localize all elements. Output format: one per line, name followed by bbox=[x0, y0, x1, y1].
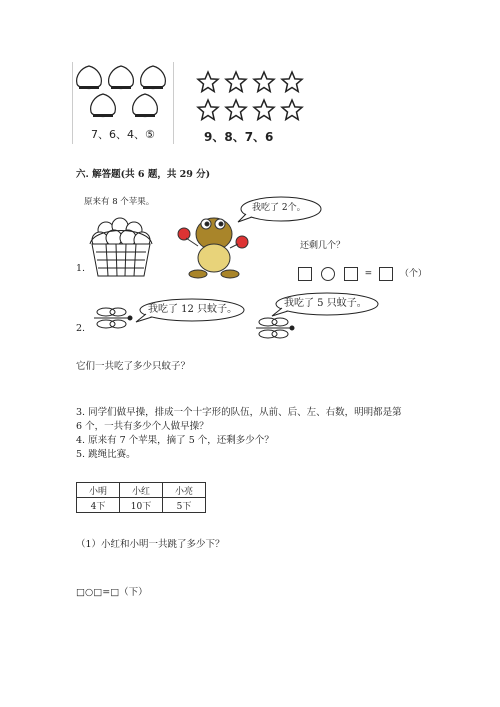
star-icon bbox=[254, 72, 274, 92]
answer-box[interactable] bbox=[344, 267, 358, 281]
q3-line1: 3. 同学们做早操，排成一个十字形的队伍，从前、后、左、右数，明明都是第 bbox=[76, 407, 402, 418]
q4-text: 4. 原来有 7 个苹果，摘了 5 个，还剩多少个？ bbox=[76, 435, 274, 446]
q1-answer-formula bbox=[298, 266, 427, 281]
dragonfly-right-icon bbox=[252, 314, 296, 344]
star-figure bbox=[196, 70, 312, 146]
star-icon bbox=[198, 72, 218, 92]
table-cell: 5下 bbox=[163, 498, 206, 513]
equals-sign: = bbox=[364, 269, 373, 279]
table-cell: 4下 bbox=[77, 498, 120, 513]
star-icons bbox=[196, 70, 312, 126]
star-icon bbox=[282, 100, 302, 120]
peach-icons bbox=[73, 62, 173, 122]
table-header: 小红 bbox=[120, 483, 163, 498]
q2-number: 2. bbox=[76, 323, 86, 334]
peach-icon bbox=[109, 66, 134, 89]
table-header: 小亮 bbox=[163, 483, 206, 498]
peach-figure bbox=[72, 62, 174, 144]
peach-icon bbox=[141, 66, 166, 89]
q5-title: 5. 跳绳比赛。 bbox=[76, 449, 136, 460]
q2-speech-bubble-right bbox=[270, 292, 380, 318]
q1-caption: 原来有 8 个苹果。 bbox=[84, 197, 155, 207]
section-title: 六. 解答题(共 6 题，共 29 分) bbox=[76, 169, 211, 180]
star-icon bbox=[226, 72, 246, 92]
q5-sub1: （1）小红和小明一共跳了多少下？ bbox=[76, 539, 225, 550]
table-header: 小明 bbox=[77, 483, 120, 498]
jump-rope-table bbox=[76, 482, 206, 513]
q1-question: 还剩几个？ bbox=[300, 241, 346, 251]
q2-question: 它们一共吃了多少只蚊子？ bbox=[76, 361, 191, 372]
star-icon bbox=[254, 100, 274, 120]
peach-icon bbox=[77, 66, 102, 89]
q2-bubble-left-text: 我吃了 12 只蚊子。 bbox=[148, 304, 238, 315]
peach-sequence: 7、6、4、⑤ bbox=[91, 128, 155, 141]
dragonfly-left-icon bbox=[90, 304, 134, 334]
q5-formula: □○□=□（下） bbox=[76, 587, 148, 598]
q1-speech-bubble bbox=[236, 196, 322, 224]
answer-box[interactable] bbox=[298, 267, 312, 281]
operator-circle[interactable] bbox=[321, 267, 335, 281]
apple-basket-illustration bbox=[86, 216, 156, 278]
star-icon bbox=[226, 100, 246, 120]
answer-box[interactable] bbox=[379, 267, 393, 281]
q3-line2: 6 个，一共有多少个人做早操？ bbox=[76, 421, 209, 432]
table-cell: 10下 bbox=[120, 498, 163, 513]
q1-number: 1. bbox=[76, 263, 86, 274]
q2-speech-bubble-left bbox=[134, 298, 246, 324]
q1-bubble-text: 我吃了 2个。 bbox=[252, 203, 306, 213]
unit-label: （个） bbox=[399, 269, 427, 279]
q2-bubble-right-text: 我吃了 5 只蚊子。 bbox=[284, 298, 367, 309]
star-sequence: 9、8、7、6 bbox=[204, 130, 274, 144]
star-icon bbox=[198, 100, 218, 120]
peach-icon bbox=[133, 94, 158, 117]
peach-icon bbox=[91, 94, 116, 117]
star-icon bbox=[282, 72, 302, 92]
